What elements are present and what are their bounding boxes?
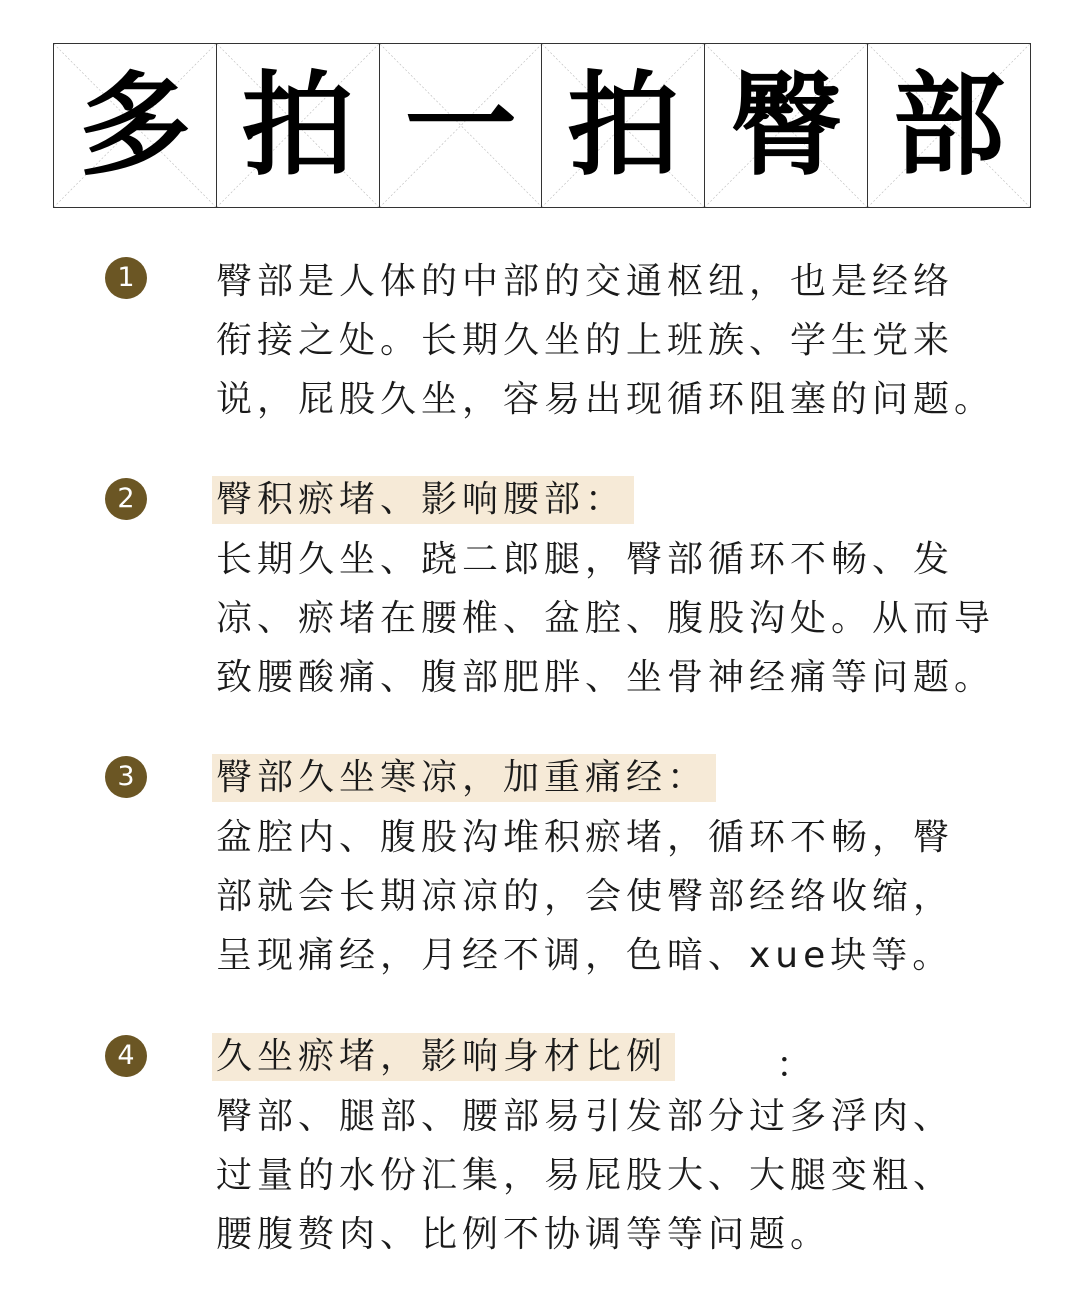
- title-char: 一: [404, 60, 517, 191]
- title-cell-2: [217, 44, 380, 207]
- title-char: 部: [893, 60, 1006, 191]
- title-char: 多: [78, 60, 191, 191]
- section-body: [216, 1027, 976, 1264]
- section-body: [216, 470, 996, 707]
- body-line: 臀部、腿部、腰部易引发部分过多浮肉、: [216, 1096, 955, 1137]
- section-body: [216, 252, 996, 429]
- body-line: 衔接之处。长期久坐的上班族、学生党来: [216, 320, 955, 361]
- number-badge: 2: [105, 478, 147, 520]
- number-badge: 4: [105, 1035, 147, 1077]
- body-line: 长期久坐、跷二郎腿，臀部循环不畅、发: [216, 539, 955, 580]
- title-char: 拍: [567, 60, 680, 191]
- title-cell-3: [380, 44, 543, 207]
- section-body: [216, 748, 976, 985]
- body-line: 盆腔内、腹股沟堆积瘀堵，循环不畅，臀: [216, 817, 955, 858]
- title-cell-6: [868, 44, 1030, 207]
- heading-colon: ：: [776, 1045, 813, 1086]
- section-heading: 久坐瘀堵，影响身材比例: [212, 1033, 675, 1081]
- body-line: 过量的水份汇集，易屁股大、大腿变粗、: [216, 1155, 955, 1196]
- title-grid: [53, 43, 1031, 208]
- title-char: 臀: [730, 60, 843, 191]
- body-line: 凉、瘀堵在腰椎、盆腔、腹股沟处。从而导: [216, 598, 996, 639]
- body-line: 呈现痛经，月经不调，色暗、xue块等。: [216, 935, 954, 976]
- number-badge: 1: [105, 257, 147, 299]
- body-line: 说，屁股久坐，容易出现循环阻塞的问题。: [216, 379, 996, 420]
- body-line: 部就会长期凉凉的，会使臀部经络收缩，: [216, 876, 955, 917]
- title-cell-1: [54, 44, 217, 207]
- title-cell-5: [705, 44, 868, 207]
- body-line: 腰腹赘肉、比例不协调等等问题。: [216, 1214, 832, 1255]
- section-heading: 臀积瘀堵、影响腰部：: [212, 476, 634, 524]
- body-line: 臀部是人体的中部的交通枢纽，也是经络: [216, 261, 955, 302]
- number-badge: 3: [105, 756, 147, 798]
- title-cell-4: [542, 44, 705, 207]
- title-char: 拍: [241, 60, 354, 191]
- body-line: 致腰酸痛、腹部肥胖、坐骨神经痛等问题。: [216, 657, 996, 698]
- section-heading: 臀部久坐寒凉，加重痛经：: [212, 754, 716, 802]
